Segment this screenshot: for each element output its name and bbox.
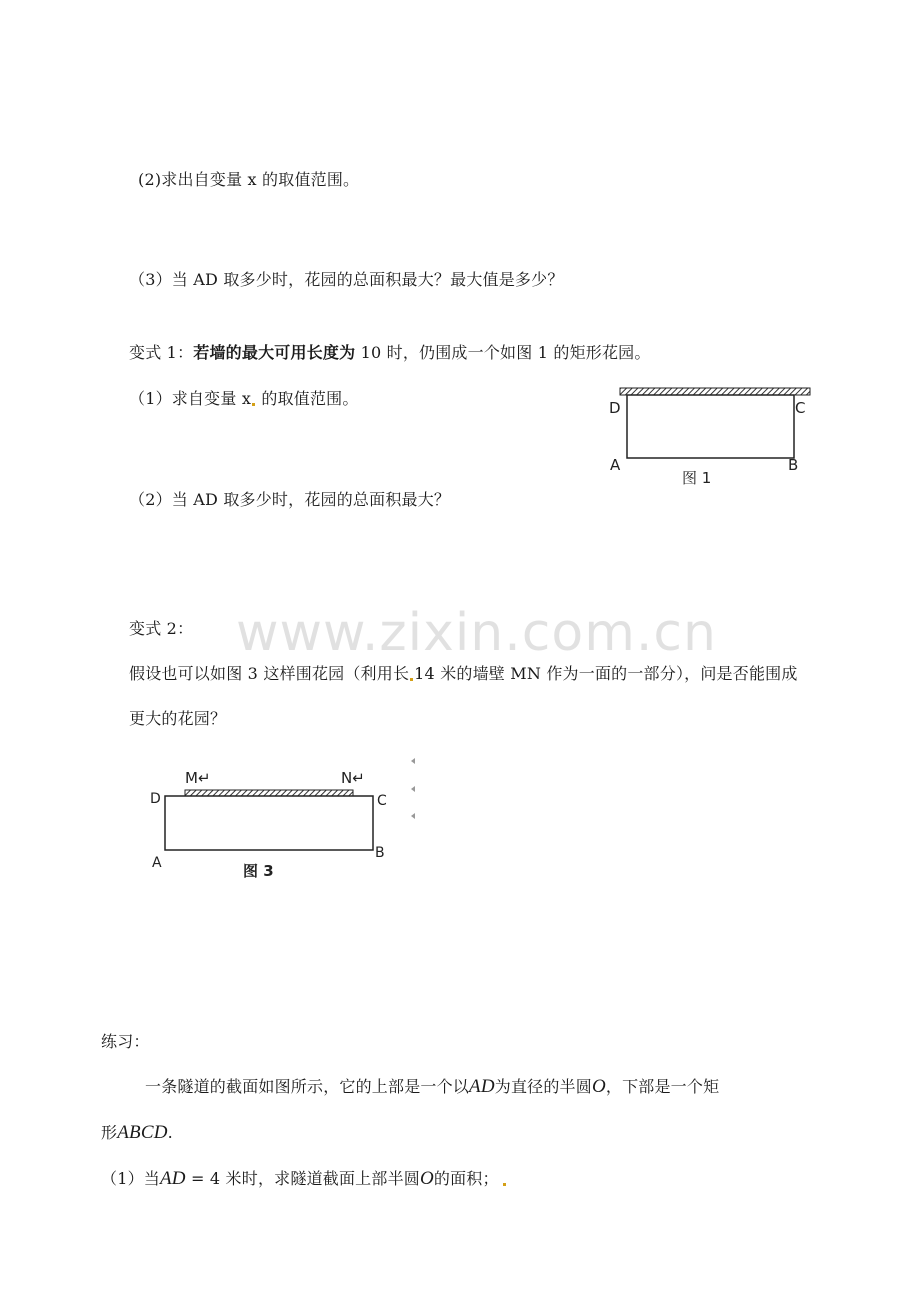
practice-q1-b: 的面积； <box>433 1169 499 1188</box>
variant-1-q1-a: （1）求自变量 x <box>129 389 252 408</box>
variant-1-question-2: （2）当 AD 取多少时，花园的总面积最大？ <box>129 490 451 509</box>
variant-2-label: 变式 2： <box>129 619 194 638</box>
side-marker-icon <box>411 758 415 764</box>
label-D3: D <box>150 791 161 807</box>
mark-dot <box>410 678 413 681</box>
practice-text-a: 一条隧道的截面如图所示，它的上部是一个以 <box>145 1077 470 1096</box>
figure-3 <box>145 750 425 885</box>
var-O: O <box>591 1076 606 1097</box>
practice-text-d: 形 <box>101 1123 118 1142</box>
practice-q1-a: （1）当 <box>101 1169 160 1188</box>
label-D: D <box>609 399 621 417</box>
var-AD-2: AD <box>159 1168 186 1189</box>
var-AD: AD <box>469 1076 495 1097</box>
var-ABCD: ABCD <box>117 1122 168 1143</box>
side-marker-icon <box>411 786 415 792</box>
variant-1-rest: 10 时，仍围成一个如图 1 的矩形花园。 <box>355 343 651 362</box>
watermark: www.zixin.com.cn <box>236 603 717 663</box>
variant-2-text <box>129 664 798 684</box>
variant-2-text-b: 14 米的墙壁 MN 作为一面的一部分），问是否能围成 <box>414 664 798 683</box>
question-2: (2)求出自变量 x 的取值范围。 <box>138 170 360 189</box>
practice-label: 练习： <box>101 1032 150 1051</box>
garden-rect-3 <box>165 796 373 850</box>
var-O-2: O <box>419 1168 434 1189</box>
label-C3: C <box>377 793 387 809</box>
practice-text-line-2 <box>101 1123 173 1143</box>
wall-MN <box>185 790 353 796</box>
practice-q1-eq: = 4 米时，求隧道截面上部半圆 <box>185 1169 420 1188</box>
side-marker-icon <box>411 813 415 819</box>
question-3: （3）当 AD 取多少时，花园的总面积最大？最大值是多少？ <box>129 270 564 289</box>
figure-3-caption: 图 3 <box>243 862 274 880</box>
practice-text-c: ，下部是一个矩 <box>605 1077 720 1096</box>
variant-1-text <box>129 343 651 363</box>
practice-question-1 <box>101 1169 507 1189</box>
figure-1 <box>600 380 820 490</box>
label-A: A <box>610 456 621 474</box>
label-A3: A <box>152 855 162 871</box>
variant-2-text-c: 更大的花园？ <box>129 709 227 728</box>
practice-text-line-1 <box>145 1077 719 1097</box>
variant-1-label: 变式 1： <box>129 343 194 362</box>
variant-2-text-a: 假设也可以如图 3 这样围花园（利用长 <box>129 664 410 683</box>
practice-text-e: . <box>167 1123 173 1142</box>
variant-1-question-1 <box>129 389 359 409</box>
label-M: M↵ <box>185 769 211 787</box>
variant-1-bold: 若墙的最大可用长度为 <box>193 343 356 362</box>
label-C: C <box>795 399 806 417</box>
figure-1-caption: 图 1 <box>682 469 712 487</box>
wall-hatch <box>620 388 810 395</box>
mark-dot <box>252 403 255 406</box>
label-B: B <box>788 456 799 474</box>
garden-rect <box>627 395 794 458</box>
mark-dot <box>503 1183 506 1186</box>
variant-1-q1-b: 的取值范围。 <box>256 389 359 408</box>
label-N: N↵ <box>341 769 365 787</box>
label-B3: B <box>375 845 385 861</box>
practice-text-b: 为直径的半圆 <box>494 1077 592 1096</box>
